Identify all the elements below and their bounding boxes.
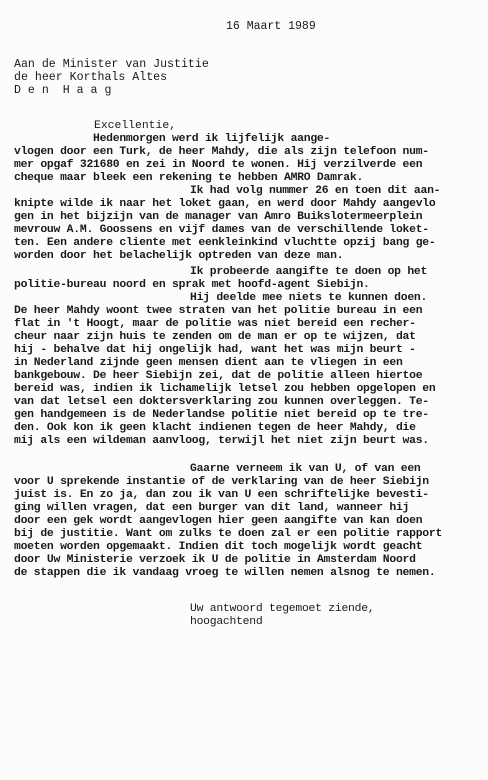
salutation: Excellentie, [94, 120, 177, 132]
body-line: in Nederland zijnde geen mensen dient aan te vliegen in een [14, 357, 403, 369]
body-line: Hedenmorgen werd ik lijfelijk aange- [93, 133, 331, 145]
body-line: cheque maar bleek een rekening te hebben AMRO Damrak. [14, 172, 364, 184]
address-line: D e n H a a g [14, 84, 112, 97]
body-line: moeten worden opgemaakt. Indien dit toch mogelijk wordt geacht [14, 541, 423, 553]
body-line: bereid was, indien ik lichamelijk letsel zou hebben opgelopen en [14, 383, 436, 395]
body-line: gen handgemeen is de Nederlandse politie niet bereid op te tre- [14, 409, 429, 421]
body-line: mij als een wildeman aanvloog, terwijl het niet zijn beurt was. [14, 435, 429, 447]
body-line: vlogen door een Turk, de heer Mahdy, die als zijn telefoon num- [14, 146, 429, 158]
body-line: ging willen vragen, dat een burger van dit land, wanneer hij [14, 502, 410, 514]
body-line: worden door het belachelijk optreden van deze man. [14, 250, 344, 262]
body-line: bij de justitie. Want om zulks te doen zal er een politie rapport [14, 528, 443, 540]
body-line: de stappen die ik vandaag vroeg te willen nemen alsnog te nemen. [14, 567, 436, 579]
body-line: voor U sprekende instantie of de verklaring van de heer Siebijn [14, 476, 429, 488]
body-line: Gaarne verneem ik van U, of van een [190, 463, 421, 475]
address-line: Aan de Minister van Justitie [14, 58, 209, 71]
closing-line: hoogachtend [190, 616, 263, 628]
body-line: politie-bureau noord en sprak met hoofd-agent Siebijn. [14, 279, 370, 291]
body-line: mer opgaf 321680 en zei in Noord te wonen. Hij verzilverde een [14, 159, 423, 171]
body-line: ten. Een andere cliente met eenkleinkind vluchtte opzij bang ge- [14, 237, 436, 249]
body-line: Ik probeerde aangifte te doen op het [190, 266, 428, 278]
body-line: door een gek wordt aangevlogen hier geen aangifte van kan doen [14, 515, 423, 527]
body-line: den. Ook kon ik geen klacht indienen tegen de heer Mahdy, die [14, 422, 416, 434]
body-line: hij - behalve dat hij ongelijk had, want het was mijn beurt - [14, 344, 416, 356]
body-line: juist is. En zo ja, dan zou ik van U een schriftelijke bevesti- [14, 489, 429, 501]
body-line: cheur naar zijn huis te zenden om de man er op te wijzen, dat [14, 331, 416, 343]
closing-line: Uw antwoord tegemoet ziende, [190, 603, 375, 615]
body-line: knipte wilde ik naar het loket gaan, en werd door Mahdy aangevlo [14, 198, 436, 210]
body-line: flat in 't Hoogt, maar de politie was niet bereid een recher- [14, 318, 416, 330]
body-line: van dat letsel een doktersverklaring zou kunnen overleggen. Te- [14, 396, 429, 408]
body-line: De heer Mahdy woont twee straten van het politie bureau in een [14, 305, 423, 317]
body-line: bankgebouw. De heer Siebijn zei, dat de politie alleen hiertoe [14, 370, 423, 382]
body-line: gen in het bijzijn van de manager van Amro Buikslotermeerplein [14, 211, 423, 223]
body-line: door Uw Ministerie verzoek ik U de politie in Amsterdam Noord [14, 554, 416, 566]
body-line: Hij deelde mee niets te kunnen doen. [190, 292, 428, 304]
body-line: Ik had volg nummer 26 en toen dit aan- [190, 185, 441, 197]
letter-date: 16 Maart 1989 [226, 20, 316, 33]
body-line: mevrouw A.M. Goossens en vijf dames van de verschillende loket- [14, 224, 429, 236]
address-line: de heer Korthals Altes [14, 71, 168, 84]
